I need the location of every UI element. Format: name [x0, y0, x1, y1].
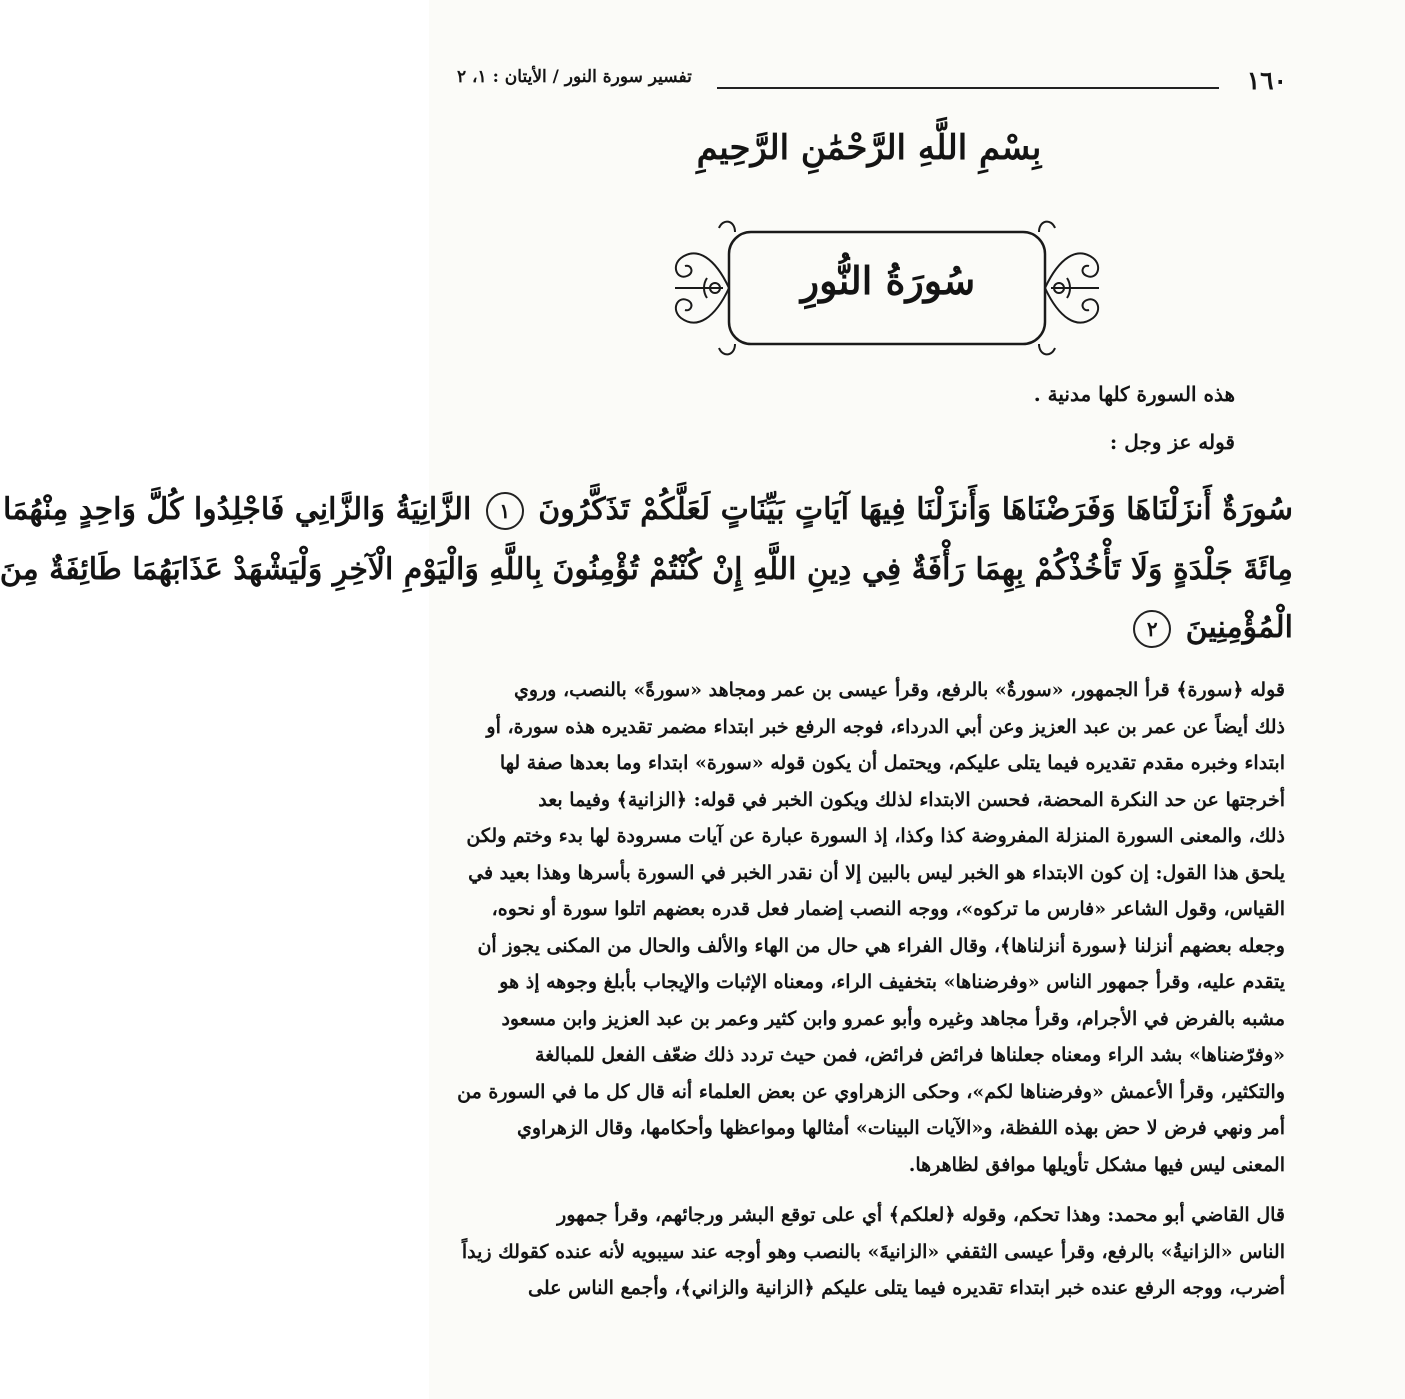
verse-text: سُورَةٌ أَنزَلْنَاهَا وَفَرَضْنَاهَا وَأَنزَلْنَا فِيهَا آيَاتٍ بَيِّنَاتٍ لَعَلَّكُمْ تَذَكَّرُونَ	[538, 492, 1293, 527]
commentary-line: أضرب، ووجه الرفع عنده خبر ابتداء تقديره فيما يتلى عليكم ﴿الزانية والزاني﴾، وأجمع الناس على	[528, 1277, 1285, 1299]
verse-text: الْمُؤْمِنِينَ	[1185, 610, 1293, 645]
commentary-line: مشبه بالفرض في الأجرام، وقرأ مجاهد وغيره وأبو عمرو وابن كثير وعمر بن عبد العزيز وابن مسعود	[501, 1007, 1285, 1030]
running-header	[457, 62, 1287, 102]
commentary-line: أخرجتها عن حد النكرة المحضة، فحسن الابتداء لذلك ويكون الخبر في قوله: ﴿الزانية﴾ وفيما بعد	[538, 788, 1285, 811]
commentary-line: القياس، وقول الشاعر «فارس ما تركوه»، ووجه النصب إضمار فعل قدره بعضهم اتلوا سورة أو نحوه،	[491, 898, 1285, 920]
commentary-line: قوله ﴿سورة﴾ قرأ الجمهور، «سورةٌ» بالرفع، وقرأ عيسى بن عمر ومجاهد «سورةً» بالنصب، وروي	[513, 679, 1285, 701]
verse-text: مِائَةَ جَلْدَةٍ وَلَا تَأْخُذْكُمْ بِهِمَا رَأْفَةٌ فِي دِينِ اللَّهِ إِنْ كُنْتُمْ تُؤْمِنُونَ بِاللَّهِ وَالْيَوْمِ الْآخِرِ وَلْيَشْهَدْ عَذَابَهُمَا طَائِفَةٌ مِنَ	[0, 552, 1293, 587]
commentary-line: المعنى ليس فيها مشكل تأويلها موافق لظاهرها.	[908, 1153, 1285, 1176]
commentary-line: ذلك، والمعنى السورة المنزلة المفروضة كذا وكذا، إذ السورة عبارة عن آيات مسرودة لها بدء وختم ولكن	[466, 825, 1285, 847]
commentary-line: أمر ونهي فرض لا حض بهذه اللفظة، و«الآيات البينات» أمثالها ومواعظها وأحكامها، وقال الزهراوي	[517, 1117, 1285, 1139]
commentary-text	[457, 672, 1285, 1307]
commentary-line: الناس «الزانيةُ» بالرفع، وقرأ عيسى الثقفي «الزانيةَ» بالنصب وهو أوجه عند سيبويه لأنه عنده كقولك زيداً	[461, 1240, 1285, 1263]
header-title: تفسير سورة النور / الأيتان : ١، ٢	[457, 67, 692, 87]
commentary-line: ابتداء وخبره مقدم تقديره فيما يتلى عليكم، ويحتمل أن يكون قوله «سورة» ابتداء وما بعدها صفة لها	[499, 752, 1285, 774]
paragraph-gap	[561, 1183, 1285, 1197]
intro-note: هذه السورة كلها مدنية .	[1033, 382, 1235, 406]
quran-verse-line	[541, 604, 1293, 652]
commentary-line: قال القاضي أبو محمد: وهذا تحكم، وقوله ﴿لعلكم﴾ أي على توقع البشر ورجائهم، وقرأ جمهور	[557, 1204, 1285, 1226]
commentary-line: وجعله بعضهم أنزلنا ﴿سورة أنزلناها﴾، وقال الفراء هي حال من الهاء والألف والحال من المكنى يجوز أن	[477, 934, 1285, 957]
commentary-line: والتكثير، وقرأ الأعمش «وفرضناها لكم»، وحكى الزهراوي عن بعض العلماء أنه قال كل ما في السورة من	[457, 1080, 1285, 1103]
commentary-line: يتقدم عليه، وقرأ جمهور الناس «وفرضناها» بتخفيف الراء، ومعناه الإثبات والإيجاب بأبلغ وجوهه إذ هو	[499, 971, 1285, 993]
commentary-line: يلحق هذا القول: إن كون الابتداء هو الخبر ليس بالبين إلا أن نقدر الخبر في السورة بأسرها وهذا بعيد في	[468, 861, 1285, 884]
surah-title: سُورَةُ النُّورِ	[800, 258, 976, 303]
ayah-number-marker: ١	[486, 492, 524, 530]
header-rule	[717, 87, 1219, 89]
quran-verse-line	[2, 486, 1293, 534]
basmala: بِسْمِ اللَّهِ الرَّحْمَٰنِ الرَّحِيمِ	[696, 128, 1042, 168]
verse-lead-in: قوله عز وجل :	[1109, 430, 1235, 454]
ayah-number-marker: ٢	[1133, 610, 1171, 648]
commentary-line: «وفرّضناها» بشد الراء ومعناه جعلناها فرائض فرائض، فمن حيث تردد ذلك ضعّف الفعل للمبالغة	[535, 1044, 1285, 1066]
commentary-line: ذلك أيضاً عن عمر بن عبد العزيز وعن أبي الدرداء، فوجه الرفع خبر ابتداء مضمر تقديره هذه سورة، أو	[486, 715, 1285, 738]
page-number: ١٦٠	[1246, 66, 1287, 95]
quran-verse-line	[0, 546, 1293, 594]
surah-cartouche	[667, 218, 1107, 358]
verse-text: الزَّانِيَةُ وَالزَّانِي فَاجْلِدُوا كُلَّ وَاحِدٍ مِنْهُمَا	[2, 492, 472, 527]
